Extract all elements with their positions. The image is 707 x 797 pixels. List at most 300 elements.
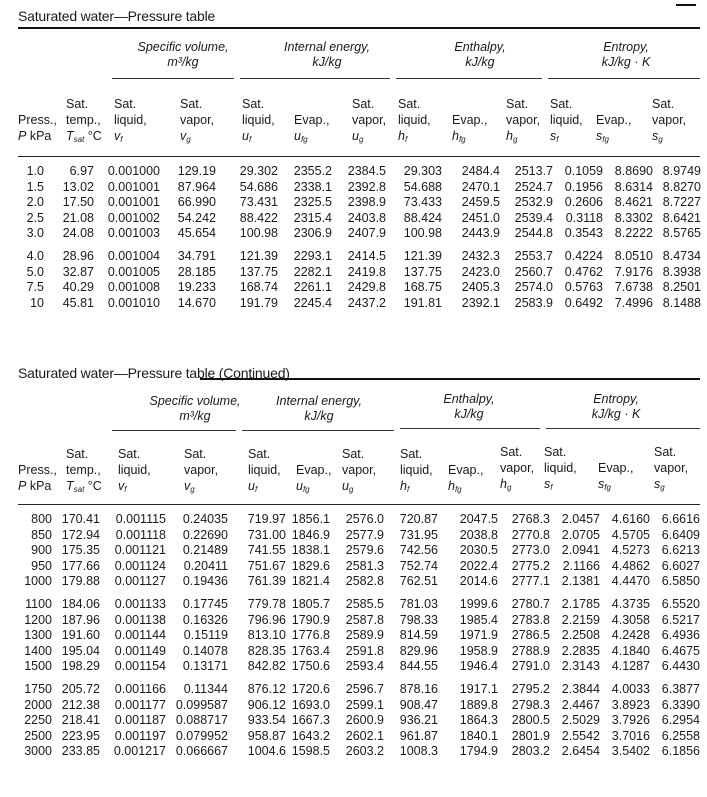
header-hf: Sat. liquid, $h_f$ — [398, 97, 431, 144]
table-cell: 1100 — [25, 596, 52, 611]
table-cell: 8.5765 — [662, 226, 701, 241]
table-cell: 908.47 — [399, 697, 438, 712]
table-cell: 184.06 — [61, 596, 100, 611]
table-row — [18, 574, 700, 590]
table-cell: 2414.5 — [347, 248, 386, 263]
table-cell: 4.3058 — [611, 612, 650, 627]
table-cell: 2306.9 — [293, 226, 332, 241]
table-cell: 54.242 — [177, 210, 216, 225]
table-cell: 1.5 — [26, 179, 44, 194]
table-cell: 2.0457 — [561, 512, 600, 526]
table-cell: 4.5273 — [611, 543, 650, 558]
table-cell: 205.72 — [61, 681, 100, 696]
table-cell: 2.3844 — [561, 681, 600, 696]
table-cell: 2038.8 — [459, 527, 498, 542]
header-press: Press., P kPa — [18, 113, 57, 143]
header-rule — [18, 504, 700, 505]
table-cell: 0.001144 — [114, 628, 166, 643]
table-cell: 779.78 — [247, 596, 286, 611]
table-cell: 24.08 — [62, 226, 94, 241]
table-cell: 129.19 — [177, 164, 216, 178]
table-cell: 0.13171 — [182, 659, 228, 674]
header-uf: Sat. liquid, $u_f$ — [248, 447, 281, 494]
table-cell: 223.95 — [61, 728, 100, 743]
table-cell: 0.079952 — [175, 728, 228, 743]
table-cell: 2.5 — [26, 210, 44, 225]
group-rule — [240, 78, 390, 79]
table-cell: 2419.8 — [347, 264, 386, 279]
table-cell: 878.16 — [399, 681, 438, 696]
table-cell: 233.85 — [61, 744, 100, 759]
table-cell: 906.12 — [247, 697, 286, 712]
table-cell: 2338.1 — [293, 179, 332, 194]
table-cell: 2589.9 — [345, 628, 384, 643]
table-cell: 2786.5 — [511, 628, 550, 643]
table-cell: 88.422 — [239, 210, 278, 225]
table-cell: 0.001010 — [107, 295, 160, 310]
table-row — [18, 265, 701, 281]
table-cell: 850 — [31, 527, 52, 542]
table-row — [18, 280, 701, 296]
table-cell: 741.55 — [247, 543, 286, 558]
table-cell: 8.8690 — [614, 164, 653, 178]
table-cell: 2.2159 — [561, 612, 600, 627]
group-entropy — [546, 392, 686, 422]
table-cell: 0.001154 — [114, 659, 166, 674]
table-cell: 13.02 — [62, 179, 94, 194]
table-cell: 0.16326 — [182, 612, 228, 627]
table-cell: 179.88 — [61, 574, 100, 589]
group-rule — [546, 428, 700, 429]
table-cell: 1971.9 — [459, 628, 498, 643]
table-cell: 0.001121 — [114, 543, 166, 558]
table-cell: 2803.2 — [511, 744, 550, 759]
group-unit: m³/kg — [179, 409, 211, 423]
table-cell: 933.54 — [247, 713, 286, 728]
table-cell: 0.001002 — [107, 210, 160, 225]
table-cell: 1750.6 — [291, 659, 330, 674]
table-cell: 1004.6 — [247, 744, 286, 759]
table-cell: 2783.8 — [511, 612, 550, 627]
table-cell: 2282.1 — [293, 264, 332, 279]
table-cell: 0.3118 — [565, 210, 603, 225]
table-row — [18, 682, 700, 698]
table-cell: 742.56 — [399, 543, 438, 558]
group-internal-energy — [262, 40, 392, 70]
table-cell: 2587.8 — [345, 612, 384, 627]
title-rule — [200, 378, 700, 380]
table-cell: 0.14078 — [182, 643, 228, 658]
table-cell: 4.1840 — [611, 643, 650, 658]
table-cell: 1776.8 — [291, 628, 330, 643]
table-cell: 1300 — [24, 628, 52, 643]
table-cell: 1400 — [24, 643, 52, 658]
table-cell: 0.11344 — [183, 681, 228, 696]
table-cell: 2250 — [24, 713, 52, 728]
group-unit: kJ/kg — [304, 409, 334, 423]
table-cell: 2544.8 — [514, 226, 553, 241]
table-cell: 2579.6 — [345, 543, 384, 558]
table-cell: 1840.1 — [459, 728, 498, 743]
table-cell: 0.22690 — [182, 527, 228, 542]
table-cell: 3.0 — [26, 226, 44, 241]
table-cell: 2574.0 — [514, 280, 553, 295]
table-cell: 2603.2 — [345, 744, 384, 759]
table-cell: 177.66 — [61, 558, 100, 573]
group-rule — [242, 430, 394, 431]
table-cell: 1763.4 — [291, 643, 330, 658]
group-rule — [112, 430, 236, 431]
table-cell: 8.2501 — [662, 280, 701, 295]
table-cell: 2429.8 — [347, 280, 386, 295]
group-unit: kJ/kg — [312, 55, 342, 69]
table-cell: 218.41 — [61, 713, 100, 728]
header-sf: Sat. liquid, $s_f$ — [544, 445, 577, 492]
table-cell: 2398.9 — [347, 195, 386, 210]
table-cell: 2014.6 — [459, 574, 498, 589]
table-cell: 0.066667 — [175, 744, 228, 759]
table-cell: 6.4430 — [661, 659, 700, 674]
table-cell: 0.3543 — [564, 226, 603, 241]
table-cell: 0.001005 — [107, 264, 160, 279]
table-cell: 2.6454 — [561, 744, 600, 759]
table-cell: 829.96 — [399, 643, 438, 658]
table-cell: 1643.2 — [291, 728, 330, 743]
table-cell: 720.87 — [399, 512, 438, 526]
table-cell: 814.59 — [399, 628, 438, 643]
table-cell: 2600.9 — [345, 713, 384, 728]
table-cell: 0.2606 — [564, 195, 603, 210]
table-cell: 2403.8 — [347, 210, 386, 225]
table-cell: 2293.1 — [293, 248, 332, 263]
table-cell: 8.2222 — [614, 226, 653, 241]
table-title: Saturated water—Pressure table (Continued) — [18, 365, 290, 381]
group-enthalpy — [404, 392, 534, 422]
table-cell: 0.001001 — [107, 195, 160, 210]
table-cell: 6.5217 — [661, 612, 700, 627]
table-cell: 8.4734 — [662, 248, 701, 263]
table-cell: 2.0 — [26, 195, 44, 210]
table-cell: 17.50 — [62, 195, 94, 210]
table-cell: 168.75 — [403, 280, 442, 295]
table-cell: 1000 — [24, 574, 52, 589]
table-cell: 1805.7 — [291, 596, 330, 611]
table-cell: 6.4675 — [661, 643, 700, 658]
table-cell: 4.2428 — [611, 628, 650, 643]
table-cell: 813.10 — [247, 628, 286, 643]
table-row — [18, 164, 701, 180]
table-cell: 45.81 — [62, 295, 94, 310]
table-cell: 175.35 — [61, 543, 100, 558]
table-cell: 2.4467 — [561, 697, 600, 712]
row-group-gap — [18, 675, 700, 682]
table-cell: 170.41 — [61, 512, 100, 526]
table-cell: 2000 — [24, 697, 52, 712]
group-internal-energy — [254, 394, 384, 424]
table-cell: 1917.1 — [459, 681, 498, 696]
group-name: Internal energy, — [276, 394, 362, 408]
group-enthalpy — [415, 40, 545, 70]
table-cell: 1790.9 — [291, 612, 330, 627]
table-cell: 32.87 — [62, 264, 94, 279]
header-vg: Sat. vapor, $v_g$ — [184, 447, 219, 494]
row-group-gap — [18, 242, 701, 249]
header-temp: Sat. temp., $T_{sat}$ °C — [66, 447, 102, 494]
table-cell: 1846.9 — [291, 527, 330, 542]
table-cell: 2801.9 — [511, 728, 550, 743]
table-cell: 2451.0 — [461, 210, 500, 225]
group-name: Entropy, — [603, 40, 649, 54]
table-cell: 8.7227 — [662, 195, 701, 210]
table-cell: 2.5029 — [561, 713, 600, 728]
table-cell: 195.04 — [61, 643, 100, 658]
table-cell: 3.7926 — [611, 713, 650, 728]
table-cell: 137.75 — [403, 264, 442, 279]
table-cell: 40.29 — [62, 280, 94, 295]
table-cell: 719.97 — [247, 512, 286, 526]
table-cell: 1946.4 — [459, 659, 498, 674]
table-cell: 88.424 — [403, 210, 442, 225]
table-cell: 6.6213 — [661, 543, 700, 558]
header-sf: Sat. liquid, $s_f$ — [550, 97, 583, 144]
table-row — [18, 659, 700, 675]
table-cell: 844.55 — [399, 659, 438, 674]
table-cell: 4.0033 — [611, 681, 650, 696]
table-cell: 73.431 — [239, 195, 278, 210]
table-cell: 1693.0 — [291, 697, 330, 712]
table-cell: 6.6616 — [661, 512, 700, 526]
table-cell: 137.75 — [239, 264, 278, 279]
table-cell: 1750 — [24, 681, 52, 696]
table-cell: 0.6492 — [564, 295, 603, 310]
header-vf: Sat. liquid, $v_f$ — [114, 97, 147, 144]
table-cell: 2.2508 — [561, 628, 600, 643]
table-cell: 8.4621 — [614, 195, 653, 210]
table-cell: 2585.5 — [345, 596, 384, 611]
table-cell: 2.1785 — [561, 596, 600, 611]
header-sg: Sat. vapor, $s_g$ — [654, 445, 689, 492]
table-cell: 0.17745 — [182, 596, 228, 611]
table-cell: 4.6160 — [611, 512, 650, 526]
table-cell: 0.001177 — [114, 697, 166, 712]
table-cell: 950 — [31, 558, 52, 573]
table-cell: 100.98 — [403, 226, 442, 241]
table-cell: 3.5402 — [611, 744, 650, 759]
table-cell: 2.0941 — [561, 543, 600, 558]
table-title: Saturated water—Pressure table — [18, 8, 216, 24]
table-cell: 2768.3 — [511, 512, 550, 526]
table-cell: 2798.3 — [511, 697, 550, 712]
table-cell: 1856.1 — [291, 512, 330, 526]
table-cell: 34.791 — [177, 248, 216, 263]
table-cell: 4.1287 — [611, 659, 650, 674]
header-vf: Sat. liquid, $v_f$ — [118, 447, 151, 494]
title-rule — [18, 27, 700, 29]
table-cell: 0.099587 — [175, 697, 228, 712]
table-cell: 2770.8 — [511, 527, 550, 542]
table-cell: 6.3877 — [661, 681, 700, 696]
table-cell: 0.001004 — [107, 248, 160, 263]
table-cell: 0.001166 — [114, 681, 166, 696]
table-cell: 1838.1 — [291, 543, 330, 558]
table-row — [18, 644, 700, 660]
table-cell: 1999.6 — [459, 596, 498, 611]
table-row — [18, 628, 700, 644]
table-cell: 0.4762 — [564, 264, 603, 279]
table-cell: 876.12 — [247, 681, 286, 696]
table-cell: 900 — [31, 543, 52, 558]
table-cell: 4.4470 — [611, 574, 650, 589]
table-row — [18, 296, 701, 312]
table-cell: 28.185 — [177, 264, 216, 279]
table-cell: 0.001118 — [115, 527, 166, 542]
gap-cell — [18, 242, 701, 249]
group-rule — [396, 78, 542, 79]
table-row — [18, 613, 700, 629]
table-cell: 1.0 — [26, 164, 44, 178]
table-cell: 8.8270 — [662, 179, 701, 194]
header-ug: Sat. vapor, $u_g$ — [342, 447, 377, 494]
table-cell: 2800.5 — [511, 713, 550, 728]
table-cell: 2599.1 — [345, 697, 384, 712]
table-cell: 2392.1 — [461, 295, 500, 310]
header-vg: Sat. vapor, $v_g$ — [180, 97, 215, 144]
table-row — [18, 543, 700, 559]
table-cell: 1985.4 — [459, 612, 498, 627]
table-cell: 2.3143 — [561, 659, 600, 674]
table-cell: 100.98 — [239, 226, 278, 241]
group-name: Enthalpy, — [454, 40, 506, 54]
table-cell: 8.9749 — [662, 164, 701, 178]
table-cell: 1821.4 — [291, 574, 330, 589]
table-cell: 0.4224 — [564, 248, 603, 263]
table-cell: 7.5 — [26, 280, 44, 295]
table-cell: 8.3302 — [614, 210, 653, 225]
table-cell: 2593.4 — [345, 659, 384, 674]
table-cell: 2780.7 — [511, 596, 550, 611]
table-cell: 21.08 — [62, 210, 94, 225]
table-cell: 800 — [31, 512, 52, 526]
header-ufg: Evap., $u_{fg}$ — [294, 113, 330, 144]
table-cell: 2315.4 — [293, 210, 332, 225]
group-name: Internal energy, — [284, 40, 370, 54]
group-specific-volume — [118, 40, 248, 70]
table-cell: 5.0 — [26, 264, 44, 279]
table-cell: 73.433 — [403, 195, 442, 210]
table-cell: 3.7016 — [611, 728, 650, 743]
table-cell: 2791.0 — [511, 659, 550, 674]
table-cell: 7.4996 — [614, 295, 653, 310]
table-cell: 0.001003 — [107, 226, 160, 241]
group-name: Entropy, — [593, 392, 639, 406]
table-cell: 2022.4 — [459, 558, 498, 573]
table-cell: 2384.5 — [347, 164, 386, 178]
group-unit: m³/kg — [167, 55, 199, 69]
table-cell: 8.6421 — [662, 210, 701, 225]
header-hfg: Evap., $h_{fg}$ — [448, 463, 484, 494]
table-cell: 798.33 — [399, 612, 438, 627]
table-row — [18, 226, 701, 242]
table-cell: 4.0 — [26, 248, 44, 263]
table-cell: 0.001115 — [115, 512, 166, 526]
table-cell: 2775.2 — [511, 558, 550, 573]
table-cell: 0.15119 — [183, 628, 228, 643]
table-cell: 2576.0 — [345, 512, 384, 526]
pressure-table-continued-section — [0, 362, 707, 797]
table-cell: 8.3938 — [662, 264, 701, 279]
table-cell: 187.96 — [61, 612, 100, 627]
table-row — [18, 528, 700, 544]
table-cell: 1720.6 — [291, 681, 330, 696]
table-row — [18, 559, 700, 575]
table-cell: 191.60 — [61, 628, 100, 643]
pressure-table-section — [0, 0, 707, 360]
table-cell: 0.19436 — [182, 574, 228, 589]
table-cell: 7.9176 — [614, 264, 653, 279]
table-cell: 2577.9 — [345, 527, 384, 542]
table-cell: 2582.8 — [345, 574, 384, 589]
table-cell: 14.670 — [177, 295, 216, 310]
table-row — [18, 729, 700, 745]
table-cell: 0.001124 — [114, 558, 166, 573]
header-hg: Sat. vapor, $h_g$ — [500, 445, 535, 492]
header-hf: Sat. liquid, $h_f$ — [400, 447, 433, 494]
table-cell: 54.688 — [403, 179, 442, 194]
table-cell: 842.82 — [247, 659, 286, 674]
header-sfg: Evap., $s_{fg}$ — [598, 461, 634, 492]
table-cell: 0.001197 — [114, 728, 166, 743]
table-row — [18, 597, 700, 613]
table-row — [18, 195, 701, 211]
table-cell: 87.964 — [177, 179, 216, 194]
group-rule — [548, 78, 700, 79]
table-cell: 0.088717 — [175, 713, 228, 728]
table-cell: 6.1856 — [661, 744, 700, 759]
table-row — [18, 744, 700, 760]
table-cell: 191.79 — [239, 295, 278, 310]
table-cell: 958.87 — [247, 728, 286, 743]
table-cell: 0.001000 — [107, 164, 160, 178]
table-cell: 2437.2 — [347, 295, 386, 310]
table-cell: 0.1956 — [564, 179, 603, 194]
group-name: Specific volume, — [137, 40, 229, 54]
table-cell: 121.39 — [403, 248, 442, 263]
header-hg: Sat. vapor, $h_g$ — [506, 97, 541, 144]
header-temp: Sat. temp., $T_{sat}$ °C — [66, 97, 102, 144]
table-cell: 1200 — [24, 612, 52, 627]
table-cell: 0.001138 — [114, 612, 166, 627]
table-cell: 2596.7 — [345, 681, 384, 696]
table-cell: 2524.7 — [514, 179, 553, 194]
table-row — [18, 698, 700, 714]
table-cell: 3000 — [24, 744, 52, 759]
header-hfg: Evap., $h_{fg}$ — [452, 113, 488, 144]
table-cell: 2777.1 — [511, 574, 550, 589]
group-rule — [400, 428, 540, 429]
table-cell: 2553.7 — [514, 248, 553, 263]
table-cell: 961.87 — [399, 728, 438, 743]
table-cell: 0.1059 — [564, 164, 603, 178]
table-cell: 198.29 — [61, 659, 100, 674]
table-cell: 1794.9 — [459, 744, 498, 759]
table-cell: 2030.5 — [459, 543, 498, 558]
table-cell: 121.39 — [239, 248, 278, 263]
table-cell: 752.74 — [399, 558, 438, 573]
table-cell: 10 — [30, 295, 44, 310]
table-cell: 29.303 — [403, 164, 442, 178]
group-specific-volume — [130, 394, 260, 424]
table-row — [18, 713, 700, 729]
